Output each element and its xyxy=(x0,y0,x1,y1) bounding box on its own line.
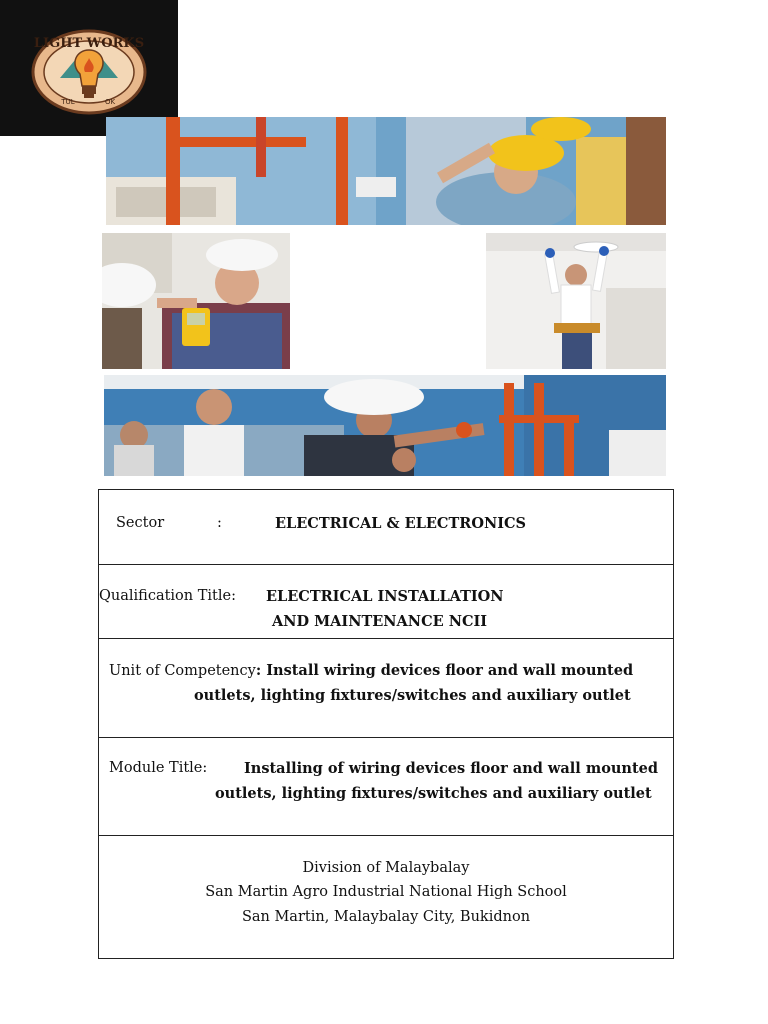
module-label: Module Title: xyxy=(109,760,208,776)
photo-technician-with-multimeter xyxy=(102,233,290,369)
unit-value-line2: outlets, lighting fixtures/switches and auxiliary outlet xyxy=(194,687,631,704)
logo-emblem-sub-left: TUL xyxy=(61,98,75,106)
division-row xyxy=(99,835,673,958)
unit-label: Unit of Competency xyxy=(109,663,256,679)
logo-top-text: Electrical Installation xyxy=(336,14,432,23)
logo-emblem-title: LIGHT WORKS xyxy=(33,36,145,51)
school-address: San Martin, Malaybalay City, Bukidnon xyxy=(241,909,531,925)
photo-training-demonstration xyxy=(104,375,666,476)
photo-workers-installing-conduit xyxy=(106,117,666,225)
module-info-table xyxy=(98,489,674,959)
module-value-line1: Installing of wiring devices floor and wall mounted xyxy=(244,760,659,777)
unit-of-competency-line1 xyxy=(109,662,633,679)
unit-of-competency-row xyxy=(99,638,673,738)
division-name: Division of Malaybalay xyxy=(302,860,470,876)
logo-bottom-text: and Maintenance NCII xyxy=(334,1004,434,1013)
unit-value-line1: : Install wiring devices floor and wall mounted xyxy=(255,662,634,679)
light-works-emblem-icon xyxy=(30,28,148,116)
school-name: San Martin Agro Industrial National High School xyxy=(205,884,567,900)
qualification-value-line2: AND MAINTENANCE NCII xyxy=(272,613,488,630)
sector-value: ELECTRICAL & ELECTRONICS xyxy=(275,515,526,532)
logo-emblem-sub-right: OK xyxy=(104,98,116,106)
qualification-value-line1: ELECTRICAL INSTALLATION xyxy=(266,588,504,605)
sector-colon: : xyxy=(217,515,222,531)
sector-label: Sector xyxy=(116,515,165,531)
module-title-row xyxy=(99,737,673,836)
qualification-label: Qualification Title: xyxy=(99,588,236,604)
module-value-line2: outlets, lighting fixtures/switches and auxiliary outlet xyxy=(215,785,652,802)
qualification-row xyxy=(99,564,673,639)
photo-worker-installing-ceiling-light xyxy=(486,233,666,369)
sector-row xyxy=(99,490,673,565)
